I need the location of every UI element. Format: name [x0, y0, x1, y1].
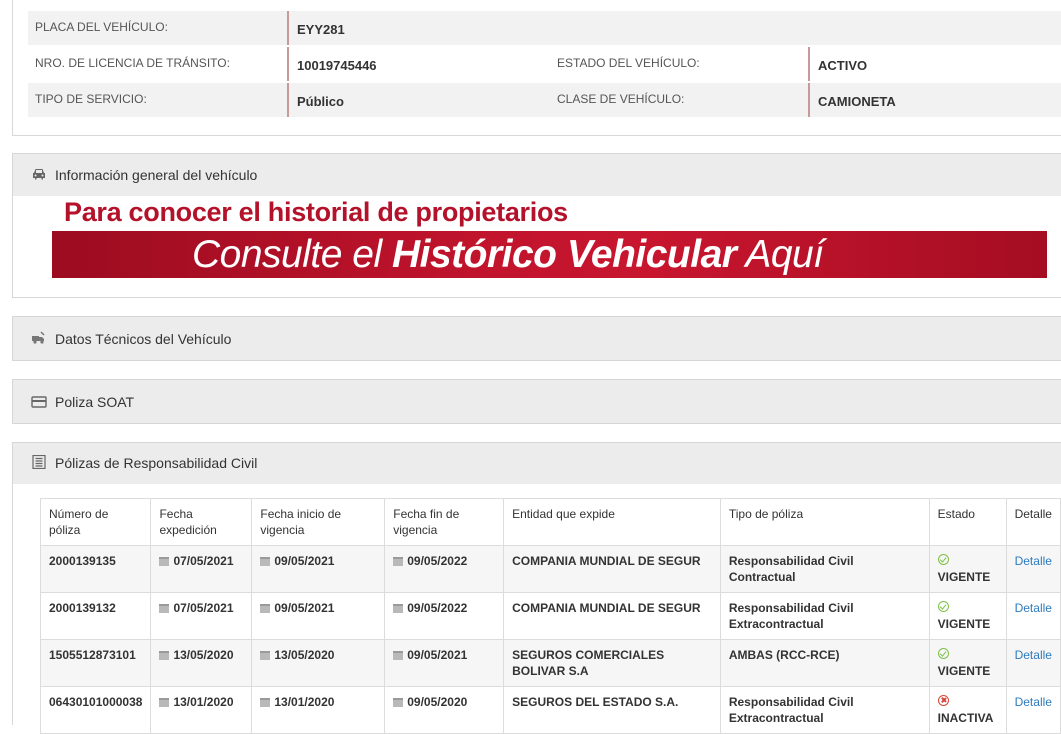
col-header: Fecha fin de vigencia	[385, 499, 504, 546]
list-document-icon	[31, 455, 47, 469]
detalle-link[interactable]: Detalle	[1014, 648, 1052, 662]
fecha-inicio: 09/05/2021	[252, 593, 385, 640]
numero-poliza: 2000139132	[41, 593, 151, 640]
info-row-licencia	[28, 47, 1061, 81]
section-datos-tecnicos[interactable]	[12, 316, 1061, 361]
polizas-table	[40, 498, 1061, 734]
calendar-icon	[260, 651, 270, 660]
historico-vehicular-banner[interactable]	[52, 231, 1047, 278]
estado: INACTIVA	[929, 687, 1006, 734]
fecha-fin: 09/05/2022	[385, 593, 504, 640]
clase-value: CAMIONETA	[808, 83, 896, 117]
placa-value: EYY281	[287, 11, 345, 45]
check-circle-icon	[938, 648, 949, 659]
check-circle-icon	[938, 554, 949, 565]
entidad: SEGUROS DEL ESTADO S.A.	[504, 687, 721, 734]
tipo-poliza: Responsabilidad Civil Extracontractual	[720, 687, 929, 734]
calendar-icon	[393, 604, 403, 613]
calendar-icon	[159, 557, 169, 566]
section-poliza-soat[interactable]	[12, 379, 1061, 424]
fecha-inicio: 13/05/2020	[252, 640, 385, 687]
numero-poliza: 06430101000038	[41, 687, 151, 734]
table-row	[41, 593, 1061, 640]
banner-link-text[interactable]: Consulte el Histórico Vehicular Aquí	[192, 233, 824, 276]
fecha-fin: 09/05/2020	[385, 687, 504, 734]
calendar-icon	[260, 604, 270, 613]
check-circle-icon	[938, 601, 949, 612]
fecha-fin: 09/05/2022	[385, 546, 504, 593]
fecha-expedicion: 07/05/2021	[151, 546, 252, 593]
section-title: Información general del vehículo	[55, 167, 258, 183]
fecha-inicio: 09/05/2021	[252, 546, 385, 593]
info-row-placa	[28, 11, 1061, 45]
placa-label: PLACA DEL VEHÍCULO:	[35, 20, 168, 34]
credit-card-icon	[31, 395, 47, 409]
section-title: Poliza SOAT	[55, 394, 135, 410]
table-row	[41, 640, 1061, 687]
col-header: Fecha inicio de vigencia	[252, 499, 385, 546]
detalle-cell	[1006, 593, 1060, 640]
entidad: COMPANIA MUNDIAL DE SEGUR	[504, 593, 721, 640]
calendar-icon	[159, 698, 169, 707]
banner-heading: Para conocer el historial de propietarios	[64, 197, 568, 227]
table-row	[41, 546, 1061, 593]
table-header-row	[41, 499, 1061, 546]
calendar-icon	[159, 651, 169, 660]
section-responsabilidad-civil[interactable]	[12, 442, 1061, 485]
licencia-label: NRO. DE LICENCIA DE TRÁNSITO:	[35, 56, 230, 70]
servicio-label: TIPO DE SERVICIO:	[35, 92, 147, 106]
col-header: Detalle	[1006, 499, 1060, 546]
fecha-fin: 09/05/2021	[385, 640, 504, 687]
truck-icon	[31, 331, 47, 345]
estado: VIGENTE	[929, 640, 1006, 687]
entidad: COMPANIA MUNDIAL DE SEGUR	[504, 546, 721, 593]
fecha-expedicion: 13/01/2020	[151, 687, 252, 734]
fecha-inicio: 13/01/2020	[252, 687, 385, 734]
tipo-poliza: Responsabilidad Civil Contractual	[720, 546, 929, 593]
licencia-value: 10019745446	[287, 47, 377, 81]
detalle-link[interactable]: Detalle	[1014, 601, 1052, 615]
estado-label: ESTADO DEL VEHÍCULO:	[557, 56, 700, 70]
panel-border	[12, 0, 13, 135]
col-header: Tipo de póliza	[720, 499, 929, 546]
fecha-expedicion: 13/05/2020	[151, 640, 252, 687]
tipo-poliza: AMBAS (RCC-RCE)	[720, 640, 929, 687]
calendar-icon	[159, 604, 169, 613]
x-circle-icon	[938, 695, 949, 706]
entidad: SEGUROS COMERCIALES BOLIVAR S.A	[504, 640, 721, 687]
col-header: Número de póliza	[41, 499, 151, 546]
clase-label: CLASE DE VEHÍCULO:	[557, 92, 685, 106]
calendar-icon	[260, 557, 270, 566]
panel-border	[12, 135, 1061, 136]
numero-poliza: 1505512873101	[41, 640, 151, 687]
calendar-icon	[393, 651, 403, 660]
estado: VIGENTE	[929, 593, 1006, 640]
info-row-servicio	[28, 83, 1061, 117]
fecha-expedicion: 07/05/2021	[151, 593, 252, 640]
calendar-icon	[393, 698, 403, 707]
col-header: Entidad que expide	[504, 499, 721, 546]
numero-poliza: 2000139135	[41, 546, 151, 593]
section-info-general[interactable]	[12, 153, 1061, 197]
detalle-link[interactable]: Detalle	[1014, 695, 1052, 709]
car-icon	[31, 167, 47, 181]
col-header: Estado	[929, 499, 1006, 546]
col-header: Fecha expedición	[151, 499, 252, 546]
estado-value: ACTIVO	[808, 47, 867, 81]
section-title: Datos Técnicos del Vehículo	[55, 331, 232, 347]
detalle-cell	[1006, 687, 1060, 734]
tipo-poliza: Responsabilidad Civil Extracontractual	[720, 593, 929, 640]
calendar-icon	[260, 698, 270, 707]
detalle-cell	[1006, 546, 1060, 593]
detalle-cell	[1006, 640, 1060, 687]
detalle-link[interactable]: Detalle	[1014, 554, 1052, 568]
section-title: Pólizas de Responsabilidad Civil	[55, 455, 258, 471]
estado: VIGENTE	[929, 546, 1006, 593]
servicio-value: Público	[287, 83, 344, 117]
calendar-icon	[393, 557, 403, 566]
table-row	[41, 687, 1061, 734]
